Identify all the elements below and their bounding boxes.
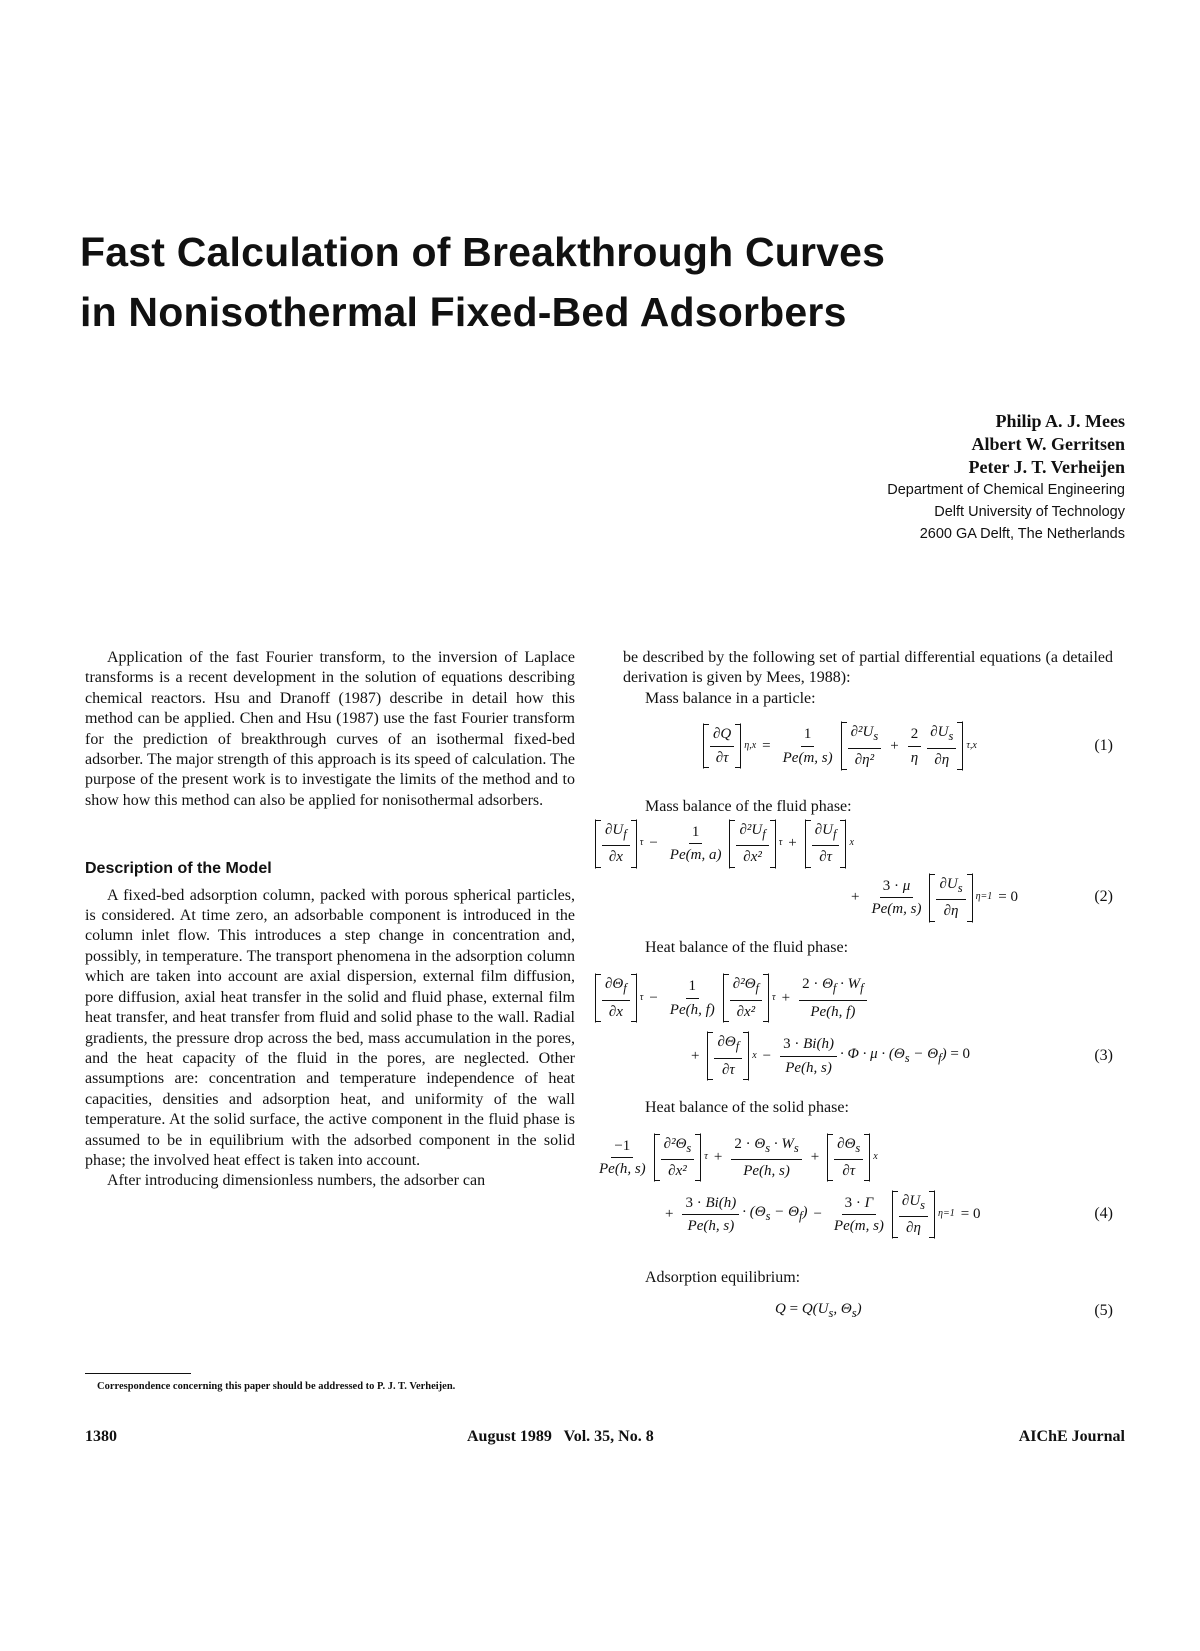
equation-number: (3) bbox=[1094, 1046, 1113, 1064]
left-column bbox=[85, 648, 575, 1192]
body-paragraph: After introducing dimensionless numbers, the adsorber can bbox=[107, 1172, 486, 1190]
right-column bbox=[599, 648, 1113, 1333]
body-paragraph: be described by the following set of partial differential equations (a detailed derivation is given by Mees, 1988): bbox=[623, 649, 1113, 687]
equation-label: Mass balance of the fluid phase: bbox=[645, 798, 852, 816]
author-name: Philip A. J. Mees bbox=[995, 411, 1125, 431]
abstract: Application of the fast Fourier transform, to the inversion of Laplace transforms is a recent development in the solution of equations describing chemical reactors. Hsu and Dranoff (1987) describe in detail how this method can be applied. Chen and Hsu (1987) use the fast Fourier transform for the prediction of breakthrough curves of an isothermal fixed-bed adsorber. The major strength of this approach is its speed of calculation. The purpose of the present work is to investigate the limits of the method and to show how this method can also be applied for nonisothermal adsorbers. bbox=[85, 649, 575, 809]
section-heading: Description of the Model bbox=[85, 860, 272, 878]
affiliation-line: Department of Chemical Engineering bbox=[887, 482, 1125, 498]
equation-number: (1) bbox=[1094, 737, 1113, 755]
affiliation-line: Delft University of Technology bbox=[934, 504, 1125, 520]
paper-title bbox=[80, 222, 1140, 342]
affiliation-line: 2600 GA Delft, The Netherlands bbox=[919, 526, 1125, 542]
equation-2-cont: + $\frac{3 \cdot \mu}{Pe(m, s)}$ $\frac{\partial U_s}{\partial\eta}$ η=1 = 0 (2) bbox=[623, 870, 1113, 926]
equation-label: Heat balance of the fluid phase: bbox=[645, 938, 849, 956]
equation-number: (2) bbox=[1094, 888, 1113, 906]
body-paragraph: A fixed-bed adsorption column, packed with porous spherical particles, is considered. At time zero, an adsorbable component is introduced in the column inlet flow. This introduces a step change in concentration and, possibly, in temperature. The transport phenomena in the adsorption column which are taken into account are axial dispersion, external film diffusion, pore diffusion, axial heat transfer in the solid and fluid phase, external film heat transfer, and heat transfer from fluid and solid phase to the wall. Radial gradients, the pressure drop across the bed, mass accumulation in the pores, and the heat capacity of the fluid in the pores, are neglected. Other assumptions are: concentration and temperature independence of heat capacities, densities and adsorption heat, and uniformity of the wall temperature. At the solid surface, the active component in the fluid phase is assumed to be in equilibrium with the adsorbed component in the solid phase; the involved heat effect is taken into account. bbox=[85, 886, 575, 1169]
title-line-2: in Nonisothermal Fixed-Bed Adsorbers bbox=[80, 289, 847, 335]
equation-label: Heat balance of the solid phase: bbox=[645, 1099, 849, 1117]
equation-label: Mass balance in a particle: bbox=[645, 689, 816, 707]
equation-4: $\frac{-1}{Pe(h, s)}$ $\frac{\partial^2\Theta_s}{\text{∂x²}}$ τ + $\frac{2 \cdot \Theta_s \cdot W_s}{Pe(h, s)}$ + $\frac{\partial\Theta_s}{\partial\tau}$ x bbox=[593, 1128, 1113, 1186]
author-name: Peter J. T. Verheijen bbox=[968, 457, 1125, 477]
title-line-1: Fast Calculation of Breakthrough Curves bbox=[80, 229, 886, 275]
footnote-rule bbox=[85, 1373, 191, 1374]
equation-3: $\frac{\partial\Theta_f}{\partial x}$ τ − $\frac{1}{Pe(h, f)}$ $\frac{\partial^2\Theta_f}{\text{∂x²}}$ τ + $\frac{2 \cdot \Theta_f \cdot W_f}{Pe(h, f)}$ bbox=[593, 968, 1113, 1028]
equation-number: (4) bbox=[1094, 1205, 1113, 1223]
journal-name: AIChE Journal bbox=[1018, 1428, 1125, 1445]
footnote: Correspondence concerning this paper should be addressed to P. J. T. Verheijen. bbox=[97, 1381, 456, 1392]
equation-3-cont: + $\frac{\partial\Theta_f}{\partial\tau}$ x − $\frac{3 \cdot Bi(h)}{Pe(h, s)}$ · $\Phi \cdot \mu \cdot (\Theta_s - \Theta_f) = 0$ (3) bbox=[623, 1028, 1113, 1084]
equation-1: $\frac{\partial Q}{\partial\tau}$ η,x = $\frac{1}{Pe(m, s)}$ $\frac{\partial^2U_s}{\text{∂η²}}$ + $\frac{2}{\eta}$ $\frac{\partial U_s}{\partial\eta}$ τ,x (1) bbox=[623, 709, 1113, 783]
author-block bbox=[887, 410, 1125, 545]
equation-2: $\frac{\partial U_f}{\partial x}$ τ − $\frac{1}{Pe(m, a)}$ $\frac{\partial^2U_f}{\text{∂x²}}$ τ + $\frac{\partial U_f}{\partial\tau}$ x bbox=[593, 818, 1113, 870]
issue-info: August 1989 Vol. 35, No. 8 bbox=[467, 1428, 654, 1445]
equation-label: Adsorption equilibrium: bbox=[645, 1269, 801, 1287]
equation-4-cont: + $\frac{3 \cdot Bi(h)}{Pe(h, s)}$ · $(\Theta_s - \Theta_f)$ − $\frac{3 \cdot \Gamma}{Pe(m, s)}$ $\frac{\partial U_s}{\partial\eta}$ η=1 = 0 (4) bbox=[623, 1186, 1113, 1242]
page-number: 1380 bbox=[85, 1428, 117, 1445]
author-name: Albert W. Gerritsen bbox=[971, 434, 1125, 454]
equation-5: $Q = Q(U_s$, $\Theta_s$) (5) bbox=[775, 1300, 1113, 1320]
equation-number: (5) bbox=[1094, 1301, 1113, 1319]
